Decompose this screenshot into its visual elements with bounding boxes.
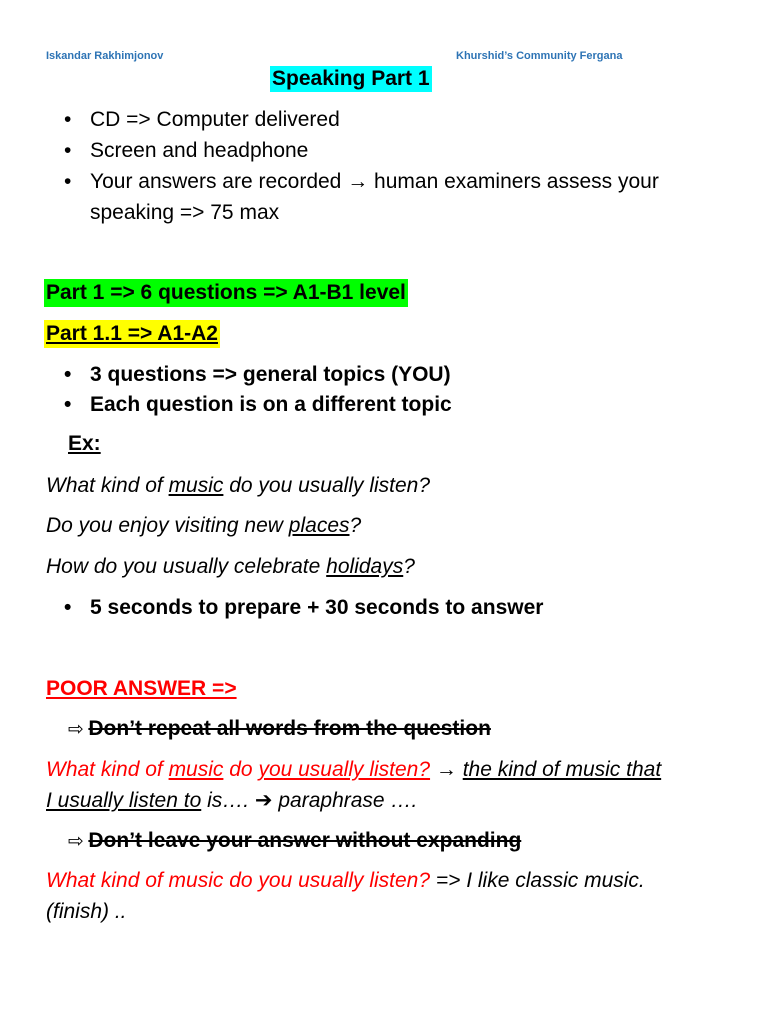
- text-segment: What kind of: [46, 474, 169, 497]
- bullet-icon: •: [64, 596, 72, 619]
- list-item: [64, 166, 659, 197]
- bullet-icon: •: [64, 139, 72, 162]
- text-segment: => I like classic music.: [430, 869, 645, 892]
- example-question-3: [46, 552, 415, 582]
- bullet-text: CD => Computer delivered: [90, 108, 340, 131]
- bullet-text: 3 questions => general topics (YOU): [90, 363, 451, 386]
- rule-1-example-line-2: [46, 786, 417, 816]
- bullet-text: Your answers are recorded → human examiners assess your: [90, 170, 659, 193]
- arrow-right-icon: ⇨: [68, 831, 84, 852]
- bullet-text: Screen and headphone: [90, 139, 309, 162]
- list-item: [64, 592, 544, 623]
- underlined-keyword: I usually listen to: [46, 789, 202, 812]
- poor-answer-heading: POOR ANSWER =>: [46, 677, 237, 700]
- header-community: Khurshid’s Community Fergana: [456, 50, 623, 62]
- underlined-keyword: music: [168, 758, 224, 781]
- underlined-keyword: places: [288, 514, 350, 537]
- underlined-keyword: holidays: [326, 555, 404, 578]
- list-item: [64, 359, 451, 390]
- bullet-text: speaking => 75 max: [90, 201, 280, 224]
- rule-2-example-line-2: (finish) ..: [46, 900, 127, 923]
- text-segment: What kind of: [46, 758, 169, 781]
- rule-2: [68, 826, 521, 856]
- bullet-icon: •: [64, 393, 72, 416]
- text-segment: do: [223, 758, 259, 781]
- example-question-1: [46, 471, 430, 501]
- rule-1-example-line-1: [46, 755, 661, 785]
- text-segment: is….: [201, 789, 255, 812]
- text-segment: How do you usually celebrate: [46, 555, 327, 578]
- rule-text: Don’t leave your answer without expanding: [88, 829, 522, 852]
- bullet-icon: •: [64, 170, 72, 193]
- bullet-icon: •: [64, 363, 72, 386]
- list-item: [64, 104, 340, 135]
- text-segment: do you usually listen?: [223, 474, 431, 497]
- arrow-right-bold-icon: ➔: [254, 789, 273, 812]
- list-item: [64, 135, 309, 166]
- text-segment: Do you enjoy visiting new: [46, 514, 289, 537]
- header-author: Iskandar Rakhimjonov: [46, 50, 164, 62]
- part1-heading: Part 1 => 6 questions => A1-B1 level: [44, 279, 408, 307]
- rule-text: Don’t repeat all words from the question: [88, 717, 491, 740]
- rule-1: [68, 714, 491, 744]
- underlined-keyword: music: [168, 474, 224, 497]
- underlined-keyword: you usually listen?: [258, 758, 431, 781]
- underlined-keyword: the kind of music that: [462, 758, 662, 781]
- page-title: Speaking Part 1: [272, 67, 430, 90]
- text-segment: ?: [403, 555, 415, 578]
- list-item: [64, 389, 452, 420]
- arrow-right-icon: ⇨: [68, 719, 84, 740]
- part11-heading: Part 1.1 => A1-A2: [44, 320, 220, 348]
- text-segment: paraphrase ….: [272, 789, 418, 812]
- example-question-2: [46, 511, 361, 541]
- rule-2-example-line-1: [46, 866, 645, 896]
- bullet-text: Each question is on a different topic: [90, 393, 452, 416]
- arrow-right-icon: →: [430, 758, 463, 781]
- text-segment: ?: [349, 514, 362, 537]
- text-segment: What kind of music do you usually listen?: [46, 869, 431, 892]
- list-item-continuation: [90, 197, 279, 228]
- bullet-icon: •: [64, 108, 72, 131]
- example-label: Ex:: [68, 432, 101, 455]
- bullet-text: 5 seconds to prepare + 30 seconds to answer: [90, 596, 544, 619]
